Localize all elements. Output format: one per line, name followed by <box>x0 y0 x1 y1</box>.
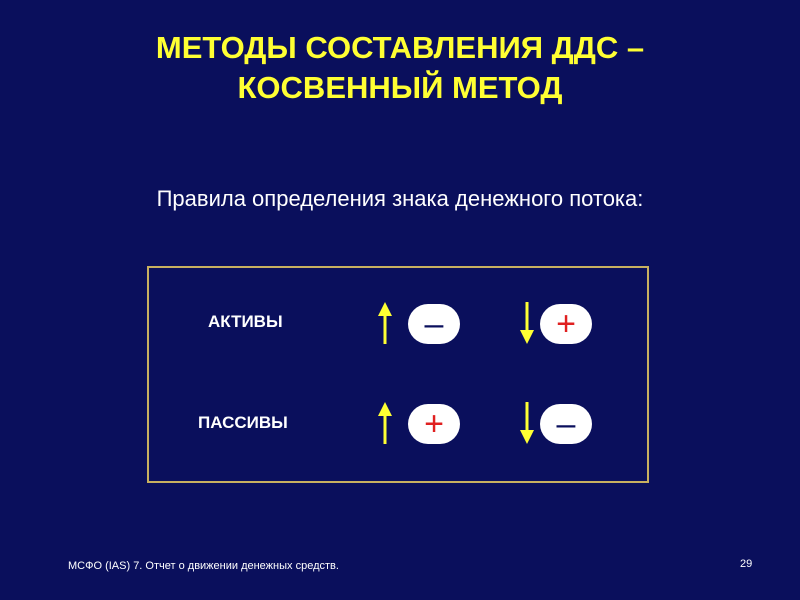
page-number: 29 <box>740 558 753 570</box>
arrow-up-icon <box>375 300 395 346</box>
liabilities-increase-sign: + <box>408 404 460 444</box>
arrow-up-icon <box>375 400 395 446</box>
rules-box <box>147 266 649 483</box>
slide-title <box>0 28 800 108</box>
rules-subtitle: Правила определения знака денежного потока: <box>156 186 644 211</box>
slide-footer: МСФО (IAS) 7. Отчет о движении денежных средств. <box>68 560 339 572</box>
title-line-1: МЕТОДЫ СОСТАВЛЕНИЯ ДДС – <box>155 30 645 65</box>
assets-label: АКТИВЫ <box>208 312 283 331</box>
liabilities-decrease-sign: – <box>540 404 592 444</box>
arrow-down-icon <box>517 400 537 446</box>
liabilities-label: ПАССИВЫ <box>198 413 288 432</box>
title-line-2: КОСВЕННЫЙ МЕТОД <box>237 70 563 105</box>
assets-decrease-sign: + <box>540 304 592 344</box>
arrow-down-icon <box>517 300 537 346</box>
assets-increase-sign: – <box>408 304 460 344</box>
